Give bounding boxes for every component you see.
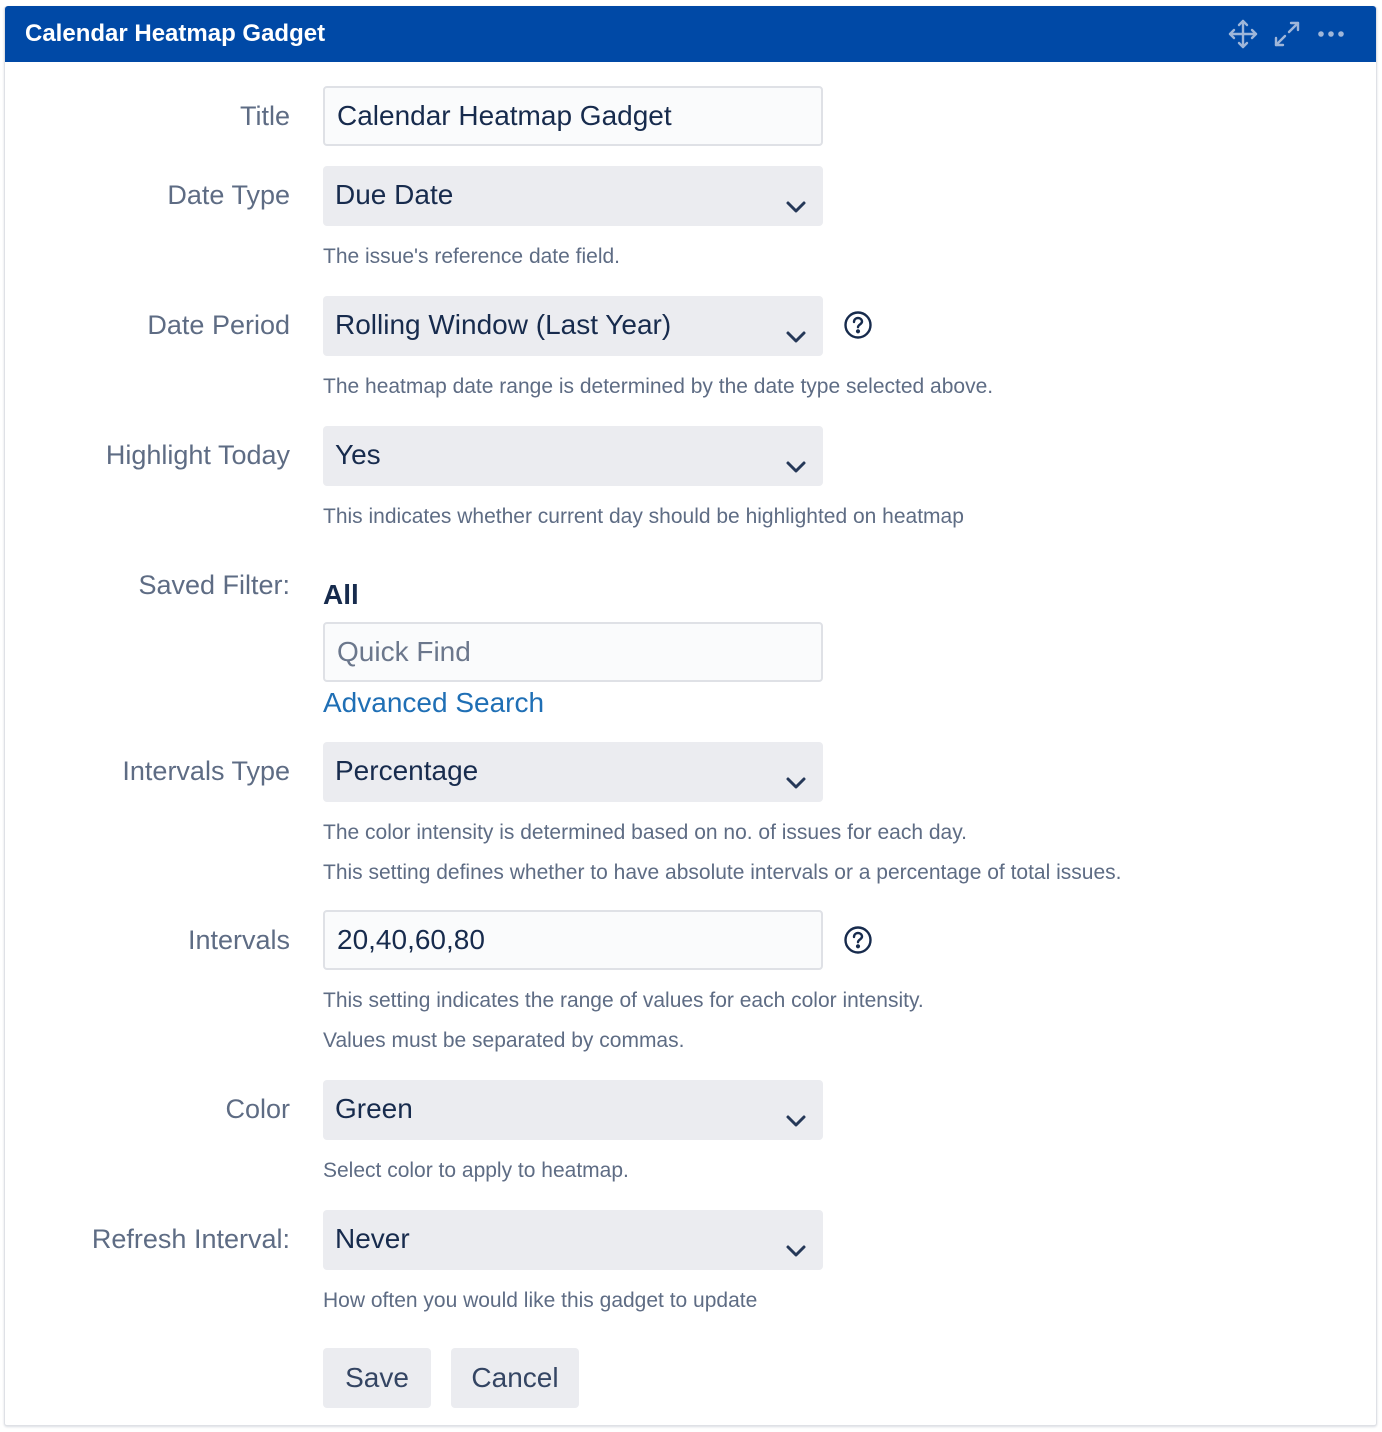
intervals-type-description-2: This setting defines whether to have absolute intervals or a percentage of total issues. [323, 861, 1122, 884]
chevron-down-icon [783, 758, 809, 784]
intervals-type-select[interactable] [323, 742, 823, 802]
help-icon[interactable] [843, 925, 873, 955]
date-period-label: Date Period [147, 310, 290, 340]
gadget-title: Calendar Heatmap Gadget [25, 20, 326, 47]
date-period-description: The heatmap date range is determined by the date type selected above. [323, 375, 994, 398]
intervals-description-2: Values must be separated by commas. [323, 1029, 685, 1052]
date-period-select[interactable] [323, 296, 823, 356]
date-type-select[interactable] [323, 166, 823, 226]
chevron-down-icon [783, 1096, 809, 1122]
highlight-today-select[interactable] [323, 426, 823, 486]
chevron-down-icon [783, 1226, 809, 1252]
date-type-label: Date Type [167, 180, 290, 210]
quick-find-input[interactable] [323, 622, 823, 682]
title-label: Title [239, 101, 290, 131]
highlight-today-label: Highlight Today [105, 440, 290, 470]
cancel-button[interactable]: Cancel [451, 1348, 579, 1408]
color-description: Select color to apply to heatmap. [323, 1159, 629, 1182]
refresh-interval-select[interactable] [323, 1210, 823, 1270]
intervals-description-1: This setting indicates the range of values for each color intensity. [323, 989, 924, 1012]
expand-icon[interactable] [1271, 18, 1303, 50]
intervals-type-description-1: The color intensity is determined based on no. of issues for each day. [323, 821, 967, 844]
intervals-type-label: Intervals Type [122, 756, 290, 786]
chevron-down-icon [783, 182, 809, 208]
gadget-header [5, 6, 1376, 62]
saved-filter-label: Saved Filter: [138, 570, 290, 600]
refresh-interval-description: How often you would like this gadget to update [323, 1289, 758, 1312]
chevron-down-icon [783, 442, 809, 468]
date-period-value: Rolling Window (Last Year) [335, 309, 672, 340]
intervals-type-value: Percentage [335, 755, 479, 786]
help-icon[interactable] [843, 310, 873, 340]
chevron-down-icon [783, 312, 809, 338]
refresh-interval-label: Refresh Interval: [91, 1224, 290, 1254]
color-select[interactable] [323, 1080, 823, 1140]
advanced-search-link[interactable]: Advanced Search [323, 687, 545, 718]
color-label: Color [225, 1094, 290, 1124]
intervals-input[interactable]: 20,40,60,80 [323, 910, 823, 970]
saved-filter-value: All [323, 579, 359, 610]
quick-find-placeholder: Quick Find [337, 636, 471, 667]
intervals-label: Intervals [187, 925, 290, 955]
refresh-interval-value: Never [335, 1223, 410, 1254]
highlight-today-value: Yes [335, 439, 381, 470]
save-button[interactable]: Save [323, 1348, 431, 1408]
title-input[interactable]: Calendar Heatmap Gadget [323, 86, 823, 146]
date-type-description: The issue's reference date field. [323, 245, 621, 268]
date-type-value: Due Date [335, 179, 454, 210]
gadget-container [4, 6, 1377, 1426]
move-icon[interactable] [1227, 18, 1259, 50]
highlight-today-description: This indicates whether current day should be highlighted on heatmap [323, 505, 964, 528]
color-value: Green [335, 1093, 413, 1124]
more-icon[interactable] [1315, 18, 1347, 50]
